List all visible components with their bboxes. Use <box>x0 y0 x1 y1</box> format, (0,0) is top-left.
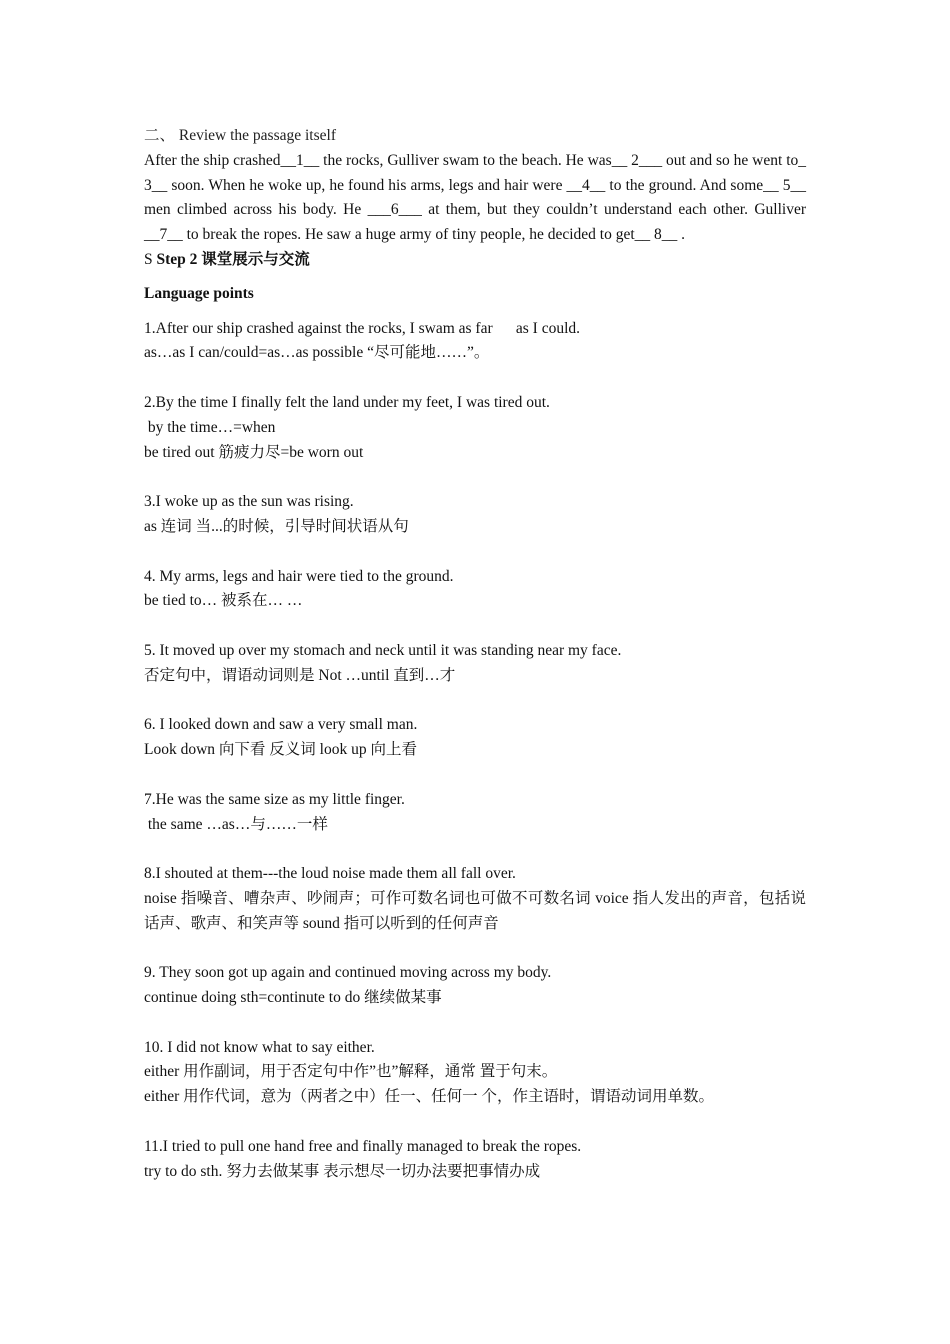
example-sentence: 4. My arms, legs and hair were tied to the ground. <box>144 567 454 585</box>
explanation-line: either 用作副词，用于否定句中作”也”解释，通常 置于句末。 <box>144 1063 558 1081</box>
explanation-line: as 连词 当...的时候，引导时间状语从句 <box>144 517 409 535</box>
language-point-item <box>144 1135 806 1185</box>
language-point-item <box>144 788 806 838</box>
step-prefix: S <box>144 250 157 268</box>
review-passage: After the ship crashed__1__ the rocks, Gulliver swam to the beach. He was__ 2___ out and so he went to_ 3__ soon. When he woke up, he found his arms, legs and hair were __4__ to the ground. And some__ 5__ men climbed across his body. He ___6___ at them, but they couldn’t understand each other. Gulliver __7__ to break the ropes. He saw a huge army of tiny people, he decided to get__ 8__ . <box>144 151 806 244</box>
explanation-line: be tied to… 被系在… … <box>144 592 303 610</box>
example-sentence: 6. I looked down and saw a very small man. <box>144 716 418 734</box>
explanation-line: Look down 向下看 反义词 look up 向上看 <box>144 741 417 759</box>
example-sentence: 5. It moved up over my stomach and neck until it was standing near my face. <box>144 641 622 659</box>
explanation-line: continue doing sth=continute to do 继续做某事 <box>144 989 442 1007</box>
example-sentence: 9. They soon got up again and continued moving across my body. <box>144 964 552 982</box>
language-point-item <box>144 391 806 465</box>
explanation-line: be tired out 筋疲力尽=be worn out <box>144 443 364 461</box>
section-heading: 二、 Review the passage itself <box>144 127 336 144</box>
document-page <box>144 124 806 1209</box>
language-point-item <box>144 961 806 1011</box>
explanation-line: as…as I can/could=as…as possible “尽可能地……”。 <box>144 344 490 362</box>
explanation-line: by the time…=when <box>144 418 276 436</box>
language-point-item <box>144 713 806 763</box>
language-point-item <box>144 490 806 540</box>
example-sentence: 7.He was the same size as my little finger. <box>144 790 405 808</box>
explanation-line: the same …as…与……一样 <box>144 815 328 833</box>
language-points-list <box>144 317 806 1185</box>
example-sentence: 3.I woke up as the sun was rising. <box>144 493 354 511</box>
example-sentence: 11.I tried to pull one hand free and finally managed to break the ropes. <box>144 1137 582 1155</box>
example-sentence: 8.I shouted at them---the loud noise made them all fall over. <box>144 865 516 883</box>
language-point-item <box>144 862 806 936</box>
language-point-item <box>144 639 806 689</box>
language-point-item <box>144 565 806 615</box>
explanation-line: try to do sth. 努力去做某事 表示想尽一切办法要把事情办成 <box>144 1162 541 1180</box>
explanation-line: noise 指噪音、嘈杂声、吵闹声；可作可数名词也可做不可数名词 voice 指人发出的声音，包括说话声、歌声、和笑声等 sound 指可以听到的任何声音 <box>144 889 806 932</box>
example-sentence: 1.After our ship crashed against the rocks, I swam as far as I could. <box>144 319 581 337</box>
explanation-line: either 用作代词，意为（两者之中）任一、任何一 个，作主语时，谓语动词用单数。 <box>144 1088 715 1106</box>
step-title: Step 2 课堂展示与交流 <box>156 250 310 268</box>
language-point-item <box>144 1036 806 1110</box>
language-point-item <box>144 317 806 367</box>
explanation-line: 否定句中，谓语动词则是 Not …until 直到…才 <box>144 666 456 684</box>
example-sentence: 10. I did not know what to say either. <box>144 1038 375 1056</box>
example-sentence: 2.By the time I finally felt the land under my feet, I was tired out. <box>144 393 550 411</box>
language-points-title: Language points <box>144 284 254 302</box>
step-heading <box>144 248 806 273</box>
